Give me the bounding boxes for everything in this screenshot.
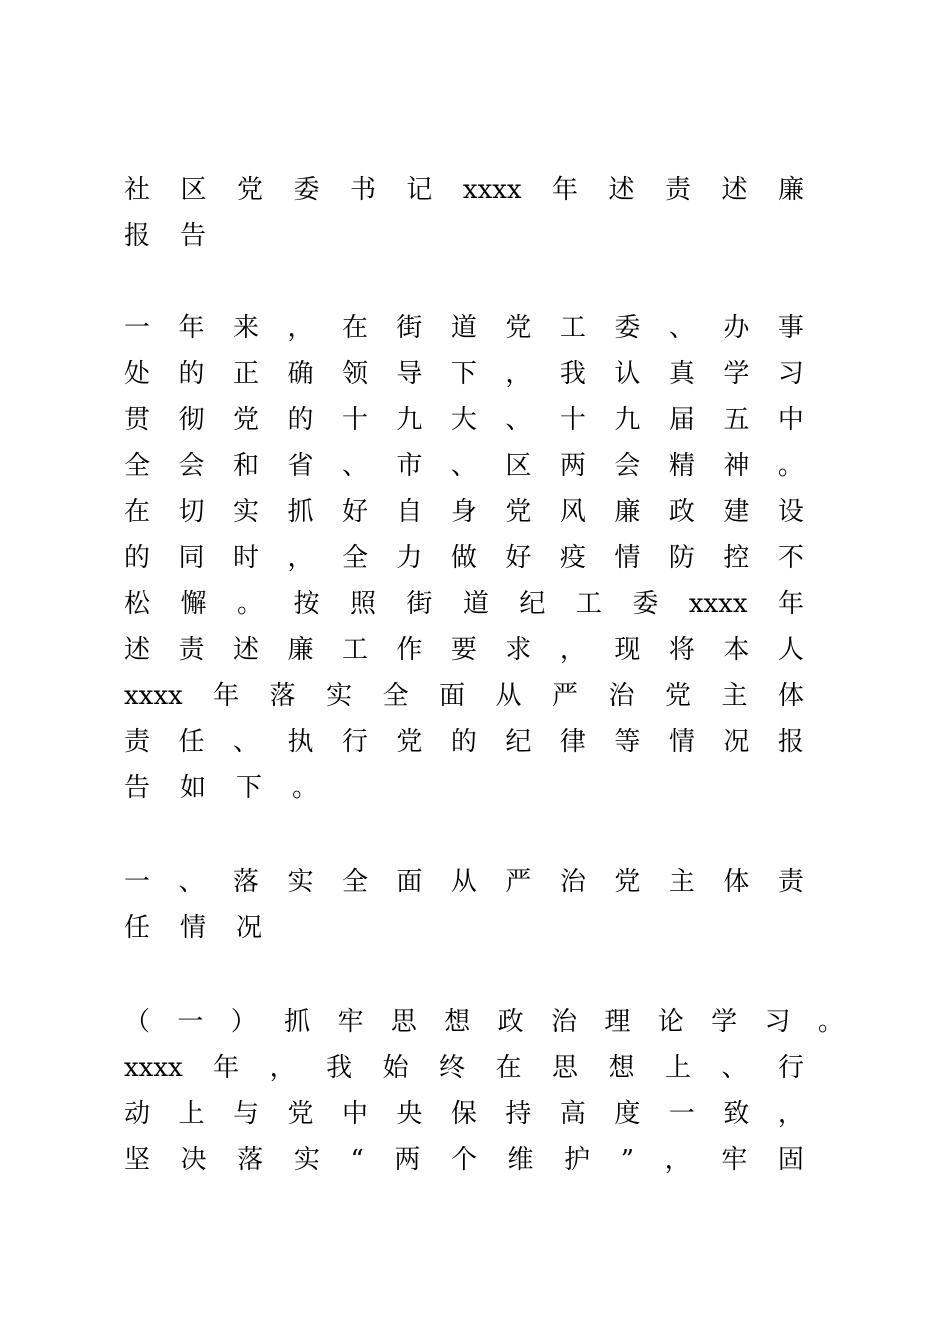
text-glyph: 年	[552, 175, 579, 205]
text-glyph: 严	[505, 867, 532, 897]
text-glyph: 政	[668, 497, 695, 527]
text-glyph: 全	[341, 867, 368, 897]
text-glyph: 市	[396, 451, 423, 481]
text-glyph: 切	[178, 497, 205, 527]
text-glyph: 会	[614, 451, 641, 481]
text-glyph: 工	[575, 589, 602, 619]
text-glyph: 全	[124, 451, 151, 481]
text-glyph: 责	[777, 867, 804, 897]
text-glyph: 上	[665, 1053, 692, 1083]
text-glyph: 律	[559, 727, 586, 757]
text-glyph: 党	[396, 727, 423, 757]
text-glyph: 会	[178, 451, 205, 481]
text-glyph: 一	[124, 867, 151, 897]
text-glyph: 大	[450, 405, 477, 435]
text-glyph: 、	[505, 405, 532, 435]
text-glyph: 街	[406, 589, 433, 619]
text-glyph: 。	[777, 451, 804, 481]
title-line	[124, 170, 804, 210]
text-glyph: 全	[341, 543, 368, 573]
text-glyph: 好	[341, 497, 368, 527]
text-glyph: 在	[495, 1053, 522, 1083]
text-glyph: 纪	[505, 727, 532, 757]
text-glyph: 、	[232, 727, 259, 757]
text-glyph: 确	[287, 359, 314, 389]
text-glyph: 松	[124, 589, 151, 619]
text-glyph: 按	[293, 589, 320, 619]
intro-line	[124, 630, 804, 670]
text-glyph: 全	[382, 681, 409, 711]
text-glyph: 人	[777, 635, 804, 665]
text-glyph: ”	[620, 1145, 635, 1175]
text-glyph: 、	[341, 451, 368, 481]
text-glyph: 事	[777, 313, 804, 343]
text-glyph: 廉	[287, 635, 314, 665]
text-glyph: 从	[450, 867, 477, 897]
text-glyph: 我	[326, 1053, 353, 1083]
text-glyph: 主	[668, 867, 695, 897]
text-glyph: 高	[559, 1099, 586, 1129]
text-glyph: 身	[450, 497, 477, 527]
section1-line	[124, 862, 804, 902]
text-glyph: 行	[777, 1053, 804, 1083]
text-glyph: 下	[450, 359, 477, 389]
text-glyph: 作	[396, 635, 423, 665]
text-glyph: 和	[232, 451, 259, 481]
intro-line	[124, 722, 804, 762]
text-glyph: 委	[632, 589, 659, 619]
section1-line	[124, 908, 804, 948]
text-glyph: 牢	[721, 1145, 748, 1175]
text-glyph: ，	[664, 1145, 691, 1175]
text-glyph: xxxx	[124, 1053, 183, 1083]
text-glyph: 真	[668, 359, 695, 389]
text-glyph: 政	[497, 1007, 524, 1037]
text-glyph: 贯	[124, 405, 151, 435]
text-glyph: 与	[232, 1099, 259, 1129]
text-glyph: 认	[614, 359, 641, 389]
text-glyph: 、	[178, 867, 205, 897]
text-glyph: 责	[178, 635, 205, 665]
text-glyph: 护	[564, 1145, 591, 1175]
text-glyph: 报	[777, 727, 804, 757]
text-glyph: 建	[723, 497, 750, 527]
text-glyph: 做	[450, 543, 477, 573]
text-glyph: 社	[124, 175, 151, 205]
text-glyph: ）	[230, 1007, 257, 1037]
intro-line	[124, 492, 804, 532]
text-glyph: 中	[777, 405, 804, 435]
text-glyph: 纪	[519, 589, 546, 619]
text-glyph: 处	[124, 359, 151, 389]
text-glyph: 导	[396, 359, 423, 389]
text-glyph: 个	[450, 1145, 477, 1175]
text-glyph: 委	[293, 175, 320, 205]
text-glyph: 年	[178, 313, 205, 343]
text-glyph: 固	[777, 1145, 804, 1175]
text-glyph: 、	[450, 451, 477, 481]
text-glyph: 在	[124, 497, 151, 527]
text-glyph: 实	[287, 867, 314, 897]
text-glyph: 工	[559, 313, 586, 343]
text-glyph: ，	[777, 1099, 804, 1129]
text-glyph: “	[350, 1145, 364, 1175]
text-glyph: 求	[505, 635, 532, 665]
text-glyph: ，	[287, 543, 314, 573]
text-glyph: 论	[657, 1007, 684, 1037]
text-glyph: 设	[777, 497, 804, 527]
text-glyph: 思	[390, 1007, 417, 1037]
text-glyph: 动	[124, 1099, 151, 1129]
text-glyph: 一	[177, 1007, 204, 1037]
text-glyph: 报	[124, 221, 151, 251]
text-glyph: 严	[552, 681, 579, 711]
section1-1-line	[124, 1140, 804, 1180]
text-glyph: 神	[723, 451, 750, 481]
text-glyph: 九	[396, 405, 423, 435]
text-glyph: ，	[559, 635, 586, 665]
text-glyph: 中	[341, 1099, 368, 1129]
text-glyph: 防	[668, 543, 695, 573]
text-glyph: 学	[711, 1007, 738, 1037]
text-glyph: 责	[665, 175, 692, 205]
title-line	[124, 216, 804, 256]
text-glyph: 实	[232, 497, 259, 527]
text-glyph: 治	[551, 1007, 578, 1037]
text-glyph: 体	[777, 681, 804, 711]
text-glyph: 落	[269, 681, 296, 711]
text-glyph: 上	[178, 1099, 205, 1129]
text-glyph: 况	[236, 913, 263, 943]
text-glyph: 区	[180, 175, 207, 205]
text-glyph: 将	[668, 635, 695, 665]
text-glyph: 书	[349, 175, 376, 205]
text-glyph: 党	[232, 405, 259, 435]
text-glyph: 况	[723, 727, 750, 757]
text-glyph: 落	[237, 1145, 264, 1175]
text-glyph: 述	[721, 175, 748, 205]
text-glyph: 治	[559, 867, 586, 897]
text-glyph: 抓	[284, 1007, 311, 1037]
text-glyph: 从	[495, 681, 522, 711]
text-glyph: 。	[236, 589, 263, 619]
intro-line	[124, 400, 804, 440]
text-glyph: 年	[213, 681, 240, 711]
text-glyph: 工	[341, 635, 368, 665]
text-glyph: 维	[507, 1145, 534, 1175]
text-glyph: 党	[287, 1099, 314, 1129]
text-glyph: 我	[559, 359, 586, 389]
text-glyph: 理	[604, 1007, 631, 1037]
text-glyph: 实	[326, 681, 353, 711]
text-glyph: 委	[614, 313, 641, 343]
text-glyph: 风	[559, 497, 586, 527]
text-glyph: 如	[180, 773, 207, 803]
text-glyph: 的	[450, 727, 477, 757]
text-glyph: 领	[341, 359, 368, 389]
text-glyph: 要	[450, 635, 477, 665]
text-glyph: 任	[178, 727, 205, 757]
text-glyph: 。	[817, 1007, 844, 1037]
text-glyph: 告	[124, 773, 151, 803]
text-glyph: 两	[394, 1145, 421, 1175]
intro-line	[124, 446, 804, 486]
text-glyph: 十	[341, 405, 368, 435]
text-glyph: 好	[505, 543, 532, 573]
text-glyph: 、	[668, 313, 695, 343]
text-glyph: 面	[396, 867, 423, 897]
text-glyph: 的	[178, 359, 205, 389]
text-glyph: 实	[293, 1145, 320, 1175]
text-glyph: 行	[341, 727, 368, 757]
text-glyph: 落	[232, 867, 259, 897]
text-glyph: 习	[777, 359, 804, 389]
text-glyph: 面	[439, 681, 466, 711]
text-glyph: 照	[349, 589, 376, 619]
text-glyph: （	[124, 1007, 151, 1037]
text-glyph: 告	[180, 221, 207, 251]
text-glyph: 力	[396, 543, 423, 573]
text-glyph: 致	[723, 1099, 750, 1129]
intro-line	[124, 768, 804, 808]
text-glyph: 九	[614, 405, 641, 435]
text-glyph: 一	[668, 1099, 695, 1129]
text-glyph: 道	[462, 589, 489, 619]
text-glyph: 想	[608, 1053, 635, 1083]
text-glyph: 、	[721, 1053, 748, 1083]
text-glyph: 思	[552, 1053, 579, 1083]
text-glyph: 正	[232, 359, 259, 389]
text-glyph: 道	[450, 313, 477, 343]
section1-1-line	[124, 1048, 804, 1088]
text-glyph: 央	[396, 1099, 423, 1129]
text-glyph: 抓	[287, 497, 314, 527]
text-glyph: 在	[341, 313, 368, 343]
text-glyph: 街	[396, 313, 423, 343]
text-glyph: 责	[124, 727, 151, 757]
text-glyph: 习	[764, 1007, 791, 1037]
text-glyph: 届	[668, 405, 695, 435]
text-glyph: 党	[236, 175, 263, 205]
text-glyph: 区	[505, 451, 532, 481]
text-glyph: 来	[232, 313, 259, 343]
text-glyph: 保	[450, 1099, 477, 1129]
text-glyph: 想	[444, 1007, 471, 1037]
text-glyph: 始	[382, 1053, 409, 1083]
text-glyph: 年	[777, 589, 804, 619]
text-glyph: 现	[614, 635, 641, 665]
section1-1-line	[124, 1094, 804, 1134]
text-glyph: ，	[505, 359, 532, 389]
text-glyph: xxxx	[124, 681, 183, 711]
text-glyph: 决	[180, 1145, 207, 1175]
text-glyph: 任	[124, 913, 151, 943]
text-glyph: ，	[269, 1053, 296, 1083]
text-glyph: 本	[723, 635, 750, 665]
text-glyph: 年	[213, 1053, 240, 1083]
text-glyph: ，	[287, 313, 314, 343]
text-glyph: 情	[668, 727, 695, 757]
intro-line	[124, 308, 804, 348]
intro-line	[124, 676, 804, 716]
text-glyph: 同	[178, 543, 205, 573]
text-glyph: 执	[287, 727, 314, 757]
text-glyph: 述	[124, 635, 151, 665]
text-glyph: 一	[124, 313, 151, 343]
text-glyph: 。	[292, 773, 319, 803]
text-glyph: 体	[723, 867, 750, 897]
text-glyph: xxxx	[462, 175, 522, 205]
text-glyph: 党	[505, 497, 532, 527]
text-glyph: 省	[287, 451, 314, 481]
text-glyph: 主	[721, 681, 748, 711]
text-glyph: 学	[723, 359, 750, 389]
text-glyph: 下	[236, 773, 263, 803]
text-glyph: 疫	[559, 543, 586, 573]
text-glyph: 廉	[777, 175, 804, 205]
intro-line	[124, 354, 804, 394]
text-glyph: 党	[505, 313, 532, 343]
text-glyph: 党	[665, 681, 692, 711]
text-glyph: 自	[396, 497, 423, 527]
text-glyph: 情	[614, 543, 641, 573]
text-glyph: 时	[232, 543, 259, 573]
text-glyph: 等	[614, 727, 641, 757]
text-glyph: 十	[559, 405, 586, 435]
text-glyph: 述	[608, 175, 635, 205]
text-glyph: 懈	[180, 589, 207, 619]
text-glyph: 治	[608, 681, 635, 711]
text-glyph: 不	[777, 543, 804, 573]
text-glyph: 持	[505, 1099, 532, 1129]
intro-line	[124, 584, 804, 624]
text-glyph: 办	[723, 313, 750, 343]
text-glyph: 党	[614, 867, 641, 897]
text-glyph: 记	[406, 175, 433, 205]
section1-1-line	[124, 1002, 844, 1042]
text-glyph: 情	[180, 913, 207, 943]
text-glyph: 牢	[337, 1007, 364, 1037]
text-glyph: 精	[668, 451, 695, 481]
intro-line	[124, 538, 804, 578]
text-glyph: 度	[614, 1099, 641, 1129]
text-glyph: 廉	[614, 497, 641, 527]
text-glyph: 五	[723, 405, 750, 435]
text-glyph: xxxx	[688, 589, 748, 619]
text-glyph: 述	[232, 635, 259, 665]
text-glyph: 彻	[178, 405, 205, 435]
text-glyph: 的	[287, 405, 314, 435]
text-glyph: 的	[124, 543, 151, 573]
text-glyph: 终	[439, 1053, 466, 1083]
text-glyph: 控	[723, 543, 750, 573]
text-glyph: 坚	[124, 1145, 151, 1175]
text-glyph: 两	[559, 451, 586, 481]
